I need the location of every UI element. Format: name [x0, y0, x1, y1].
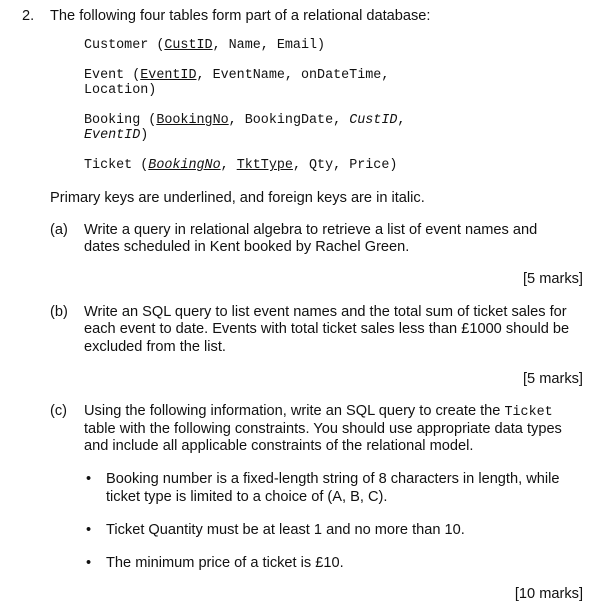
customer-open: Customer ( — [84, 38, 165, 53]
event-rest: , EventName, onDateTime, — [196, 68, 390, 83]
booking-pk: BookingNo — [156, 113, 229, 128]
keys-note: Primary keys are underlined, and foreign keys are in italic. — [50, 190, 425, 206]
part-b-label: (b) — [50, 304, 68, 320]
question-intro: The following four tables form part of a relational database: — [50, 8, 431, 24]
part-c-label: (c) — [50, 403, 68, 419]
booking-fk-custid: CustID — [349, 113, 398, 128]
part-a-label: (a) — [50, 222, 68, 238]
part-c-line2: table with the following constraints. You should use appropriate data types — [84, 421, 562, 437]
part-a-marks: [5 marks] — [522, 271, 583, 287]
bullet-1-line1: Booking number is a fixed-length string of 8 characters in length, while — [106, 471, 560, 487]
bullet-dot: • — [86, 471, 92, 487]
part-b-line2: each event to date. Events with total ticket sales less than £1000 should be — [84, 321, 570, 337]
bullet-2-line1: Ticket Quantity must be at least 1 and no more than 10. — [106, 522, 465, 538]
bullet-1-line2: ticket type is limited to a choice of (A, B, C). — [106, 489, 388, 505]
ticket-rest: , Qty, Price) — [292, 158, 398, 173]
schema-ticket — [84, 158, 397, 174]
part-a-line2: dates scheduled in Kent booked by Rachel Green. — [84, 239, 410, 255]
event-pk: EventID — [140, 68, 197, 83]
part-b-line3: excluded from the list. — [84, 339, 226, 355]
ticket-sep1: , — [220, 158, 237, 173]
schema-booking — [84, 113, 405, 129]
bullet-dot: • — [86, 522, 92, 538]
part-c-line3: and include all applicable constraints of the relational model. — [84, 438, 474, 454]
bullet-3-line1: The minimum price of a ticket is £10. — [106, 555, 344, 571]
part-c-line1 — [84, 402, 583, 422]
ticket-pk-fk: BookingNo — [148, 158, 221, 173]
customer-rest: , Name, Email) — [212, 38, 326, 53]
part-b-marks: [5 marks] — [522, 371, 583, 387]
part-c-ticket-code: Ticket — [504, 405, 553, 420]
part-b-line1: Write an SQL query to list event names and the total sum of ticket sales for — [84, 304, 567, 320]
bullet-dot: • — [86, 555, 92, 571]
booking-open: Booking ( — [84, 113, 157, 128]
ticket-open: Ticket ( — [84, 158, 149, 173]
event-open: Event ( — [84, 68, 141, 83]
ticket-pk2: TktType — [236, 158, 293, 173]
schema-customer — [84, 38, 325, 54]
part-a-line1: Write a query in relational algebra to retrieve a list of event names and — [84, 222, 538, 238]
part-c-marks: [10 marks] — [514, 586, 583, 602]
part-c-line1-text: Using the following information, write an SQL query to create the — [84, 403, 505, 419]
question-number: 2. — [22, 8, 35, 24]
schema-booking-line2 — [84, 128, 148, 144]
booking-close: ) — [140, 128, 149, 143]
schema-event-line2: Location) — [84, 83, 157, 98]
schema-event — [84, 68, 389, 84]
booking-sep1: , BookingDate, — [228, 113, 350, 128]
customer-pk: CustID — [164, 38, 213, 53]
booking-sep2: , — [397, 113, 406, 128]
booking-fk-eventid: EventID — [84, 128, 141, 143]
